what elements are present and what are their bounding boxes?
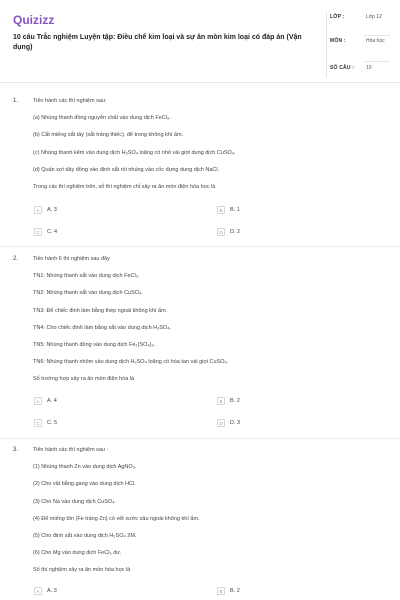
meta-key-class: LỚP : — [330, 14, 345, 20]
option-a[interactable] — [34, 206, 57, 214]
question-line: (2) Cho vật bằng gang vào dung dịch HCl. — [33, 481, 136, 487]
option-c[interactable] — [34, 419, 57, 427]
question-line: (6) Cho Mg vào dung dịch FeCl₃ dư. — [33, 550, 122, 556]
option-letter-box: A — [34, 587, 42, 595]
question-number: 2. — [13, 256, 19, 262]
option-text: B. 1 — [230, 207, 240, 213]
question-line: (c) Nhúng thanh kẽm vào dung dịch H₂SO₄ loãng có nhỏ vài giọt dung dịch CuSO₄. — [33, 150, 236, 156]
option-b[interactable] — [217, 587, 240, 595]
meta-separator — [364, 61, 390, 62]
option-text: C. 4 — [47, 229, 58, 235]
question-line: TN3: Để chiếc đinh làm bằng thép ngoài không khí ẩm. — [33, 308, 168, 314]
question-divider — [0, 438, 400, 439]
option-letter-box: B — [217, 587, 225, 595]
meta-row-count — [330, 65, 392, 74]
meta-separator — [364, 35, 390, 36]
meta-value-class: Lớp 12 — [366, 14, 382, 20]
question-line: TN1: Nhúng thanh sắt vào dung dịch FeCl₃. — [33, 273, 140, 279]
option-letter-box: C — [34, 228, 42, 236]
question-stem: Tiến hành các thí nghiệm sau: — [33, 98, 107, 104]
question-line: TN5: Nhúng thanh đồng vào dung dịch Fe₂(SO₄)₃. — [33, 342, 156, 348]
header-divider — [0, 82, 400, 83]
question-line: (4) Để miếng tôn (Fe tráng Zn) có vết xước sâu ngoài không khí ẩm. — [33, 516, 200, 522]
meta-divider — [326, 12, 327, 78]
meta-value-count: 10 — [366, 65, 372, 71]
quizizz-logo-mark — [13, 13, 61, 27]
question-line: (d) Quấn sợi dây đồng vào đinh sắt rồi nhúng vào cốc đựng dung dịch NaCl. — [33, 167, 220, 173]
option-d[interactable] — [217, 228, 240, 236]
option-letter-box: D — [217, 419, 225, 427]
meta-row-subject — [330, 38, 392, 62]
option-text: A. 4 — [47, 398, 57, 404]
question-stem: Tiến hành các thí nghiệm sau : — [33, 447, 109, 453]
question-line: TN6: Nhúng thanh nhôm vào dung dịch H₂SO₄ loãng có hòa tan vài giọt CuSO₄. — [33, 359, 229, 365]
question-prompt: Trong các thí nghiệm trên, số thí nghiệm chỉ xảy ra ăn mòn điện hóa học là — [33, 184, 216, 190]
question-line: TN4: Cho chiếc đinh làm bằng sắt vào dung dịch H₂SO₄. — [33, 325, 171, 331]
logo-text: Quizizz — [13, 13, 55, 27]
option-b[interactable] — [217, 206, 240, 214]
option-text: B. 2 — [230, 588, 240, 594]
meta-row-class — [330, 14, 392, 34]
option-letter-box: B — [217, 397, 225, 405]
option-letter-box: A — [34, 206, 42, 214]
question-number: 3. — [13, 447, 19, 453]
meta-key-count: SỐ CÂU : — [330, 65, 355, 71]
option-letter-box: D — [217, 228, 225, 236]
option-text: D. 3 — [230, 420, 241, 426]
question-stem: Tiến hành 6 thí nghiệm sau đây — [33, 256, 110, 262]
option-d[interactable] — [217, 419, 240, 427]
question-divider — [0, 246, 400, 247]
option-letter-box: B — [217, 206, 225, 214]
question-number: 1. — [13, 98, 19, 104]
option-a[interactable] — [34, 587, 57, 595]
page-title: 10 câu Trắc nghiệm Luyện tập: Điều chế kim loại và sự ăn mòn kim loại có đáp án (Vận dụng) — [13, 34, 302, 51]
option-text: A. 3 — [47, 207, 57, 213]
question-line: (3) Cho Na vào dung dịch CuSO₄. — [33, 499, 116, 505]
option-text: A. 3 — [47, 588, 57, 594]
meta-value-subject: Hóa học — [366, 38, 385, 44]
question-line: (5) Cho đinh sắt vào dung dịch H₂SO₄ 2M. — [33, 533, 137, 539]
meta-key-subject: MÔN : — [330, 38, 346, 44]
option-a[interactable] — [34, 397, 57, 405]
option-text: D. 2 — [230, 229, 241, 235]
question-line: TN2: Nhúng thanh sắt vào dung dịch CuSO₄. — [33, 290, 143, 296]
option-text: B. 2 — [230, 398, 240, 404]
question-prompt: Số thí nghiệm xảy ra ăn mòn hóa học là — [33, 567, 131, 573]
option-b[interactable] — [217, 397, 240, 405]
option-letter-box: C — [34, 419, 42, 427]
quizizz-logo[interactable] — [13, 13, 61, 27]
meta-panel — [330, 14, 392, 74]
option-c[interactable] — [34, 228, 57, 236]
question-line: (1) Nhúng thanh Zn vào dung dịch AgNO₃. — [33, 464, 137, 470]
question-prompt: Số trường hợp xảy ra ăn mòn điện hóa là — [33, 376, 135, 382]
question-line: (b) Cắt miếng sắt tây (sắt tráng thiếc), để trong không khí ẩm. — [33, 132, 184, 138]
question-line: (a) Nhúng thanh đồng nguyên chất vào dung dịch FeCl₃. — [33, 115, 171, 121]
option-text: C. 5 — [47, 420, 58, 426]
option-letter-box: A — [34, 397, 42, 405]
